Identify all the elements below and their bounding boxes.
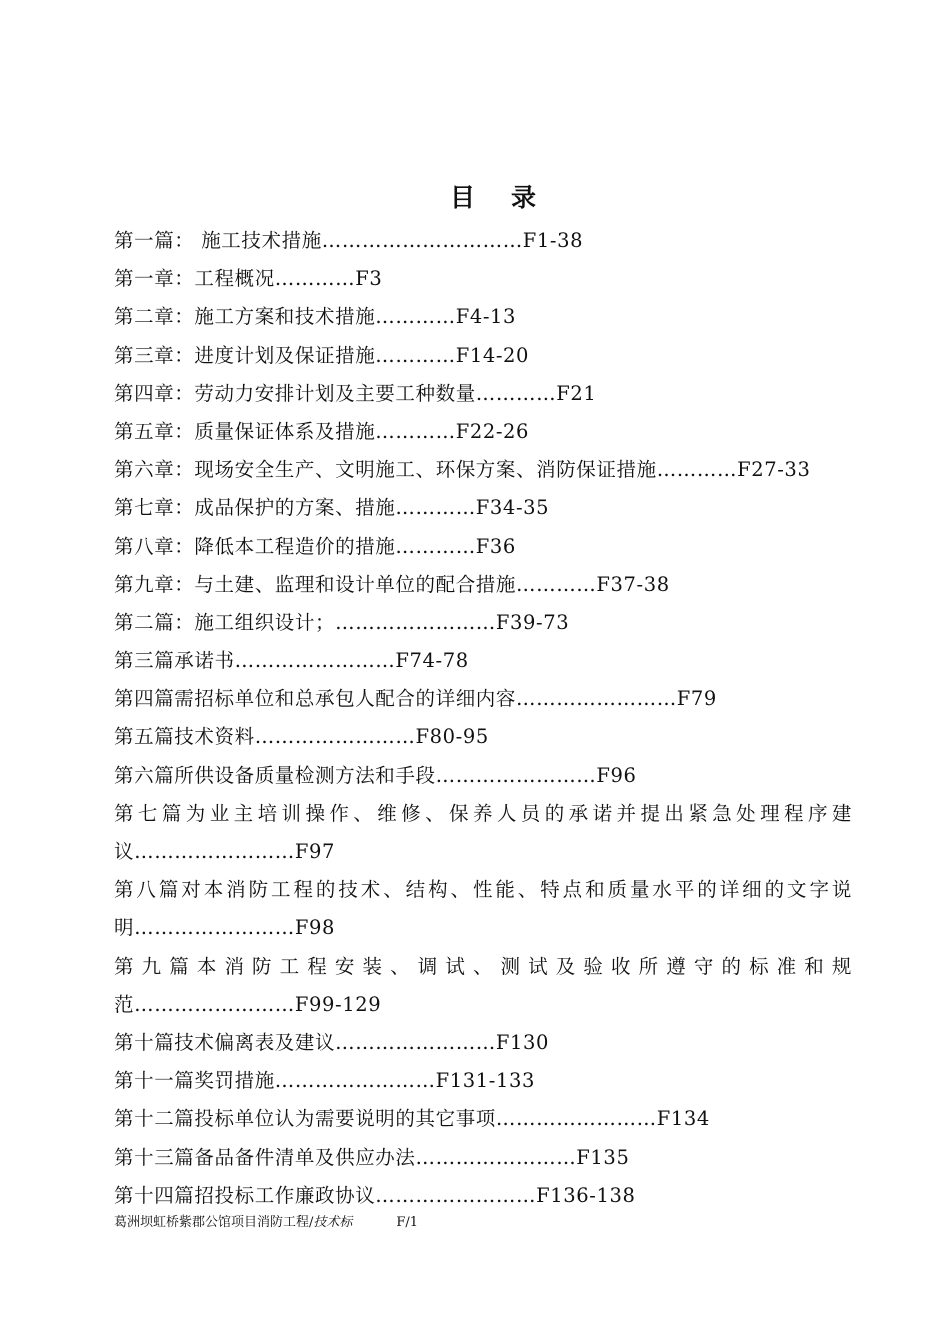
toc-entry[interactable]: 第十四篇招投标工作廉政协议……………………F136-138 <box>114 1183 636 1207</box>
toc-entry[interactable]: 第一章：工程概况…………F3 <box>114 267 383 291</box>
footer-doc-type: 技术标 <box>313 1215 353 1230</box>
toc-entry[interactable]: 第六篇所供设备质量检测方法和手段……………………F96 <box>114 763 637 787</box>
table-of-contents <box>114 222 852 1215</box>
toc-entry[interactable]: 第六章：现场安全生产、文明施工、环保方案、消防保证措施…………F27-33 <box>114 458 811 482</box>
footer-project: 葛洲坝虹桥紫郡公馆项目消防工程/ <box>114 1215 314 1230</box>
toc-entry[interactable]: 第二章：施工方案和技术措施…………F4-13 <box>114 305 517 329</box>
toc-entry[interactable]: 第十篇技术偏离表及建议……………………F130 <box>114 1030 550 1054</box>
toc-entry[interactable]: 第十三篇备品备件清单及供应办法……………………F135 <box>114 1145 630 1169</box>
page-footer <box>114 1214 418 1232</box>
toc-entry-wrapped-line1[interactable]: 第九篇本消防工程安装、调试、测试及验收所遵守的标准和规 <box>114 954 852 978</box>
toc-entry[interactable]: 第三章：进度计划及保证措施…………F14-20 <box>114 343 530 367</box>
toc-entry[interactable]: 第二篇：施工组织设计；……………………F39-73 <box>114 610 570 634</box>
toc-entry[interactable]: 第十二篇投标单位认为需要说明的其它事项……………………F134 <box>114 1107 710 1131</box>
toc-entry[interactable]: 第四篇需招标单位和总承包人配合的详细内容……………………F79 <box>114 687 717 711</box>
toc-entry[interactable]: 第五章：质量保证体系及措施…………F22-26 <box>114 419 530 443</box>
toc-entry[interactable]: 第三篇承诺书……………………F74-78 <box>114 649 469 673</box>
toc-entry[interactable]: 第一篇： 施工技术措施…………………………F1-38 <box>114 229 584 252</box>
toc-entry[interactable]: 第八章：降低本工程造价的措施…………F36 <box>114 534 516 558</box>
toc-entry[interactable]: 第五篇技术资料……………………F80-95 <box>114 725 489 749</box>
footer-page-number: F/1 <box>396 1215 419 1230</box>
toc-entry-wrapped-line2[interactable]: 明……………………F98 <box>114 916 336 940</box>
toc-entry[interactable]: 第四章：劳动力安排计划及主要工种数量…………F21 <box>114 381 597 405</box>
toc-entry[interactable]: 第七章：成品保护的方案、措施…………F34-35 <box>114 496 550 520</box>
page-title: 目录 <box>449 183 572 212</box>
toc-entry-wrapped-line2[interactable]: 范……………………F99-129 <box>114 992 382 1016</box>
toc-entry-wrapped-line1[interactable]: 第八篇对本消防工程的技术、结构、性能、特点和质量水平的详细的文字说 <box>114 878 852 902</box>
toc-entry[interactable]: 第九章：与土建、监理和设计单位的配合措施…………F37-38 <box>114 572 670 596</box>
toc-entry-wrapped-line1[interactable]: 第七篇为业主培训操作、维修、保养人员的承诺并提出紧急处理程序建 <box>114 801 852 825</box>
toc-entry[interactable]: 第十一篇奖罚措施……………………F131-133 <box>114 1069 535 1093</box>
toc-entry-wrapped-line2[interactable]: 议……………………F97 <box>114 840 336 863</box>
